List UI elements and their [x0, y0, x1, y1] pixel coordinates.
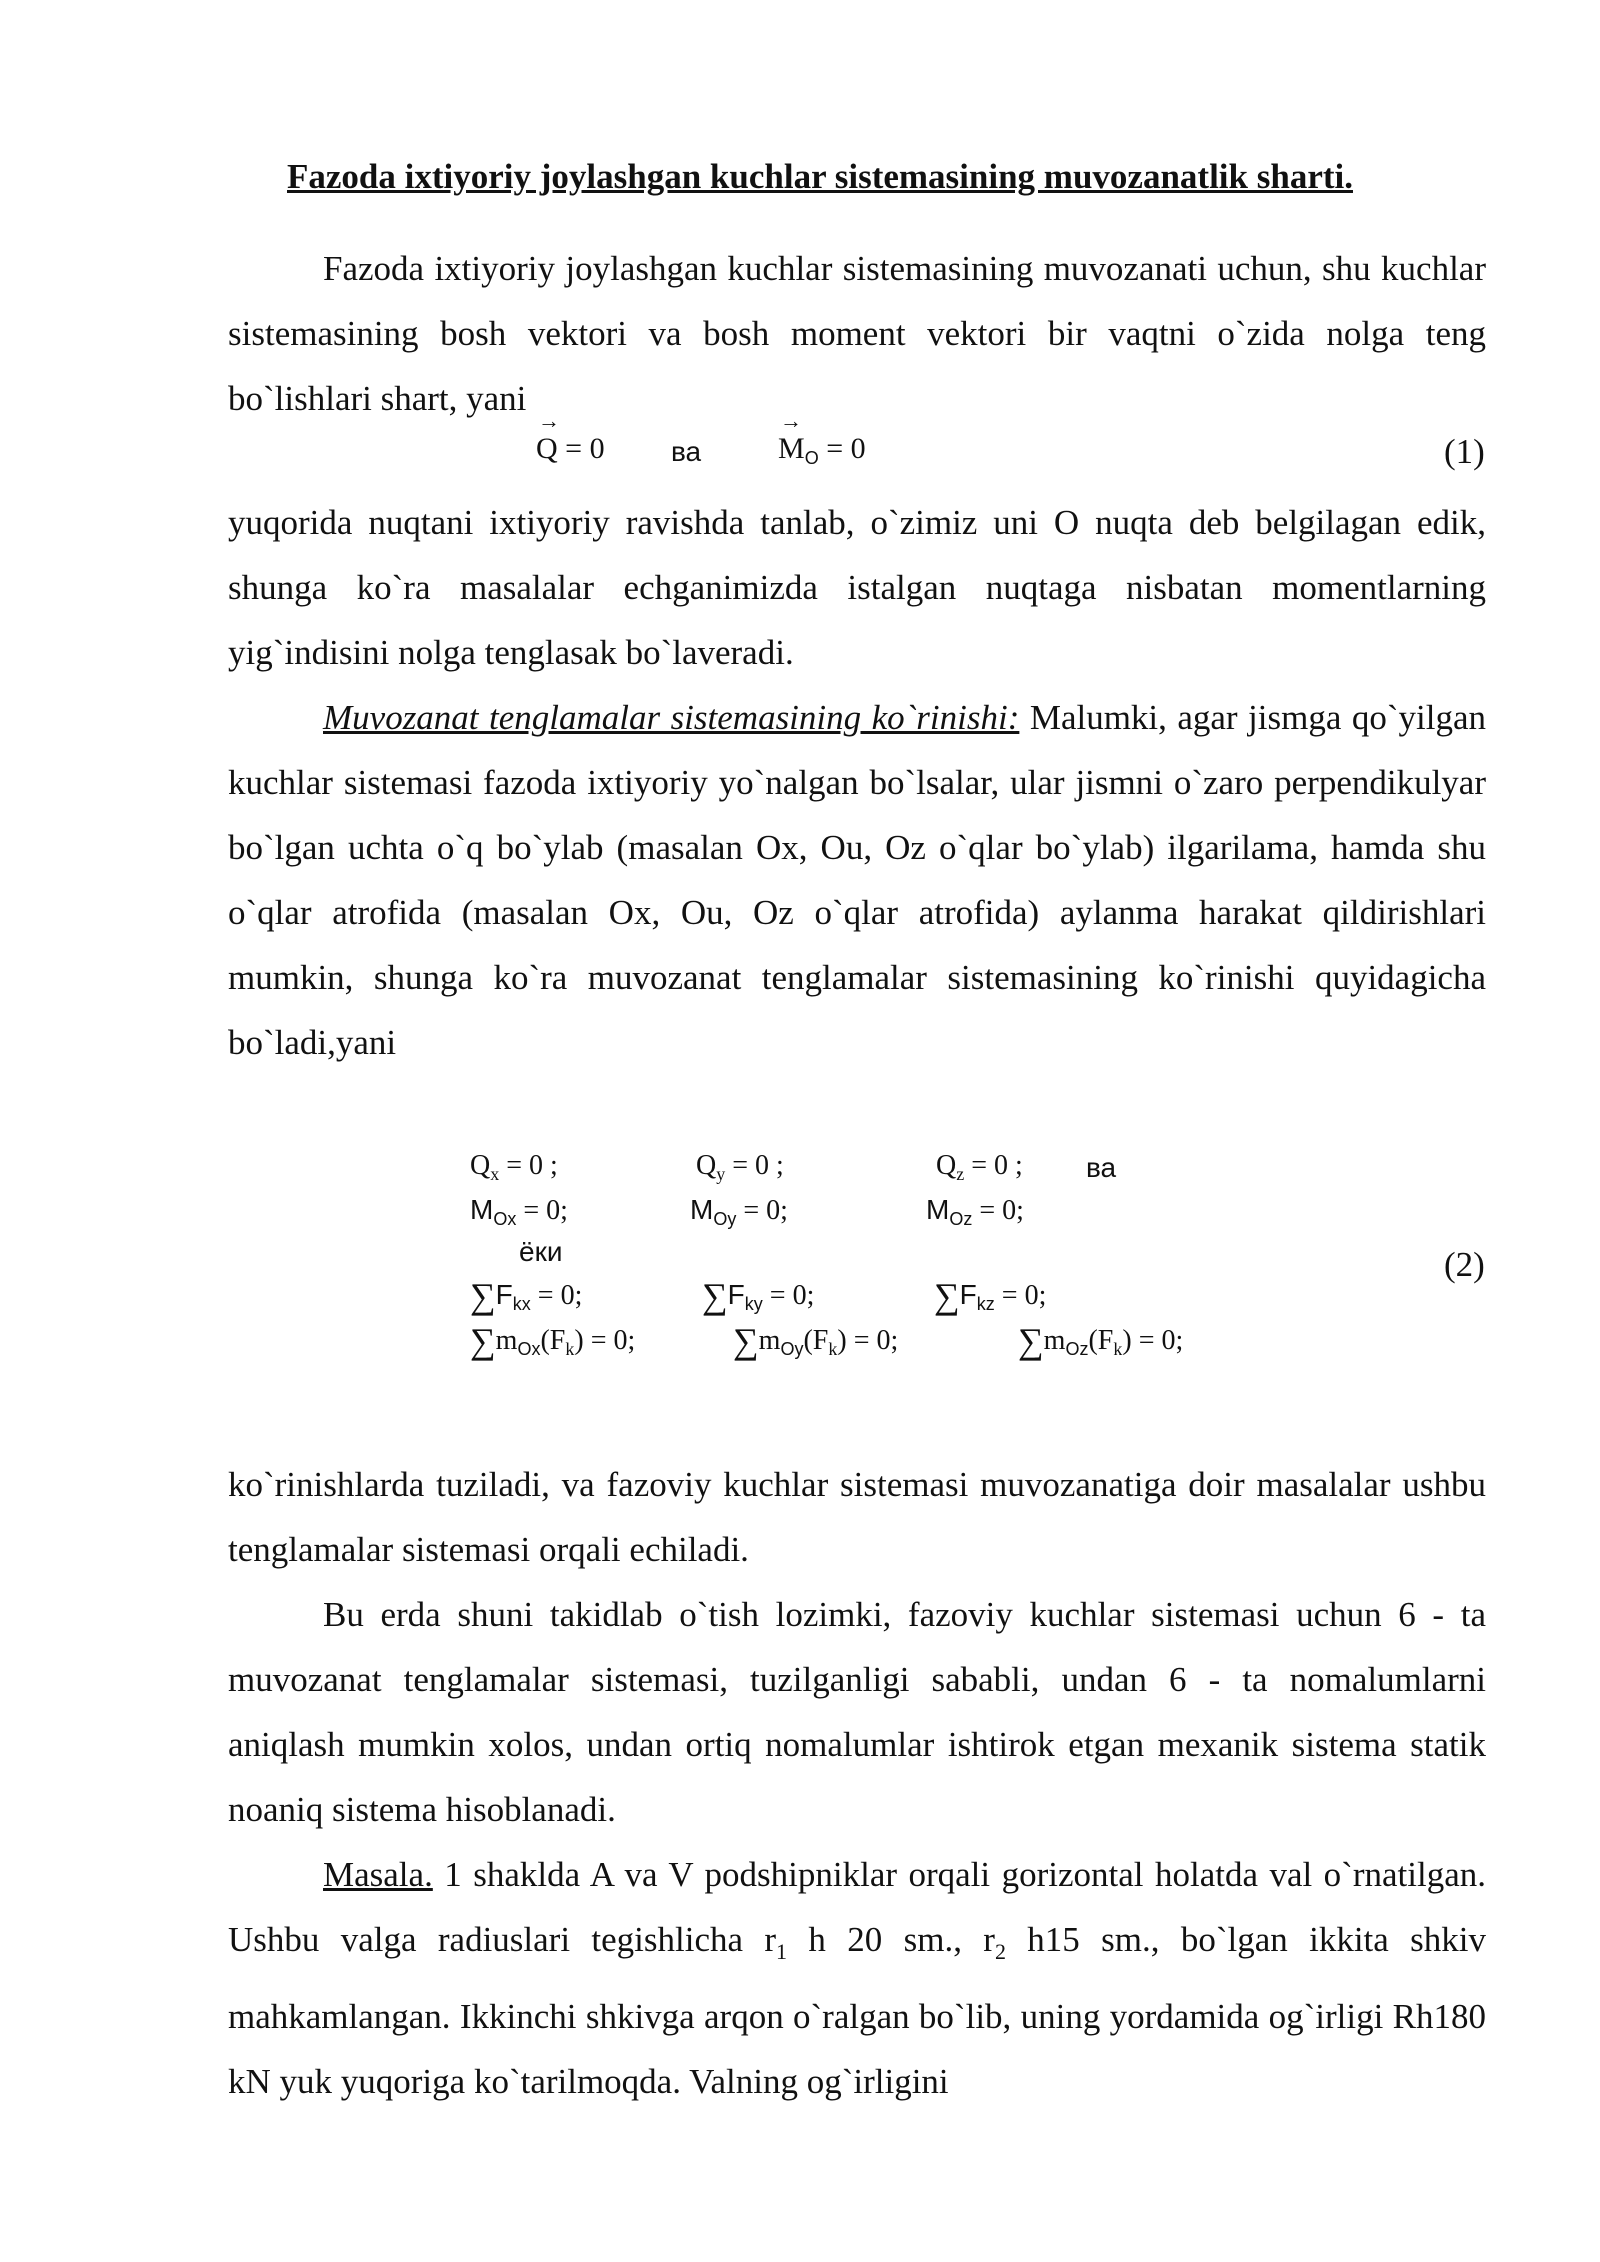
paragraph-point-choice: yuqorida nuqtani ixtiyoriy ravishda tanlab, o`zimiz uni O nuqta deb belgilagan edik, shunga ko`ra masalalar echganimizda istalgan nuqtaga nisbatan momentlarning yig`indisini nolga tenglasak bo`laveradi. — [228, 503, 1486, 672]
paragraph-equations-form: Muvozanat tenglamalar sistemasining ko`rinishi: Malumki, agar jismga qo`yilgan kuchlar sistemasi fazoda ixtiyoriy yo`nalgan bo`lsalar, ular jismni o`zaro perpendikulyar bo`lgan uchta o`q bo`ylab (masalan Ox, Ou, Oz o`qlar bo`ylab) ilgarilama, hamda shu o`qlar atrofida (masalan Ox, Ou, Oz o`qlar atrofida) aylanma harakat qildirishlari mumkin, shunga ko`ra muvozanat tenglamalar sistemasining ko`rinishi quyidagicha bo`ladi,yani — [228, 698, 1486, 1062]
eq2-mox: $M_{Ox} = 0$; — [470, 1194, 568, 1229]
eq2-sum-fky: $\sum F_{ky} = 0$; — [702, 1276, 815, 1316]
eq2-qy: $Q_y = 0$ ; — [696, 1150, 784, 1184]
eq1-conjunction: ва — [671, 436, 702, 467]
section-heading: Muvozanat tenglamalar sistemasining ko`rinishi: — [323, 698, 1020, 737]
problem-label: Masala. — [323, 1855, 433, 1894]
paragraph-problem: Masala. 1 shaklda A va V podshipniklar orqali gorizontal holatda val o`rnatilgan. Ushbu valga radiuslari tegishlicha $r_1$ h 20 sm., $r_2$ h15 sm., bo`lgan ikkita shkiv mahkamlangan. Ikkinchi shkivga arqon o`ralgan bo`lib, uning yordamida og`irligi Rh180 kN yuk yuqoriga ko`tarilmoqda. Valning og`irligini — [228, 1855, 1487, 2101]
eq2-or-word: ёки — [519, 1236, 563, 1267]
eq2-qx: $Q_x = 0$ ; — [470, 1150, 558, 1184]
document-title: Fazoda ixtiyoriy joylashgan kuchlar sistemasining muvozanatlik sharti. — [287, 157, 1353, 196]
equation-1 — [0, 432, 1600, 482]
eq1-right: → $M_O = 0$ — [778, 432, 866, 469]
paragraph-six-equations: Bu erda shuni takidlab o`tish lozimki, fazoviy kuchlar sistemasi uchun 6 - ta muvozanat tenglamalar sistemasi, tuzilganligi sababli, undan 6 - ta nomalumlarni aniqlash mumkin xolos, undan ortiq nomalumlar ishtirok etgan mexanik sistema statik noaniq sistema hisoblanadi. — [228, 1595, 1486, 1829]
eq2-number: (2) — [1444, 1245, 1485, 1284]
eq2-moz: $M_{Oz} = 0$; — [926, 1194, 1024, 1229]
eq2-sum-moz: $\sum m_{Oz}(F_k) = 0$; — [1018, 1321, 1184, 1361]
eq2-sum-fkx: $\sum F_{kx} = 0$; — [470, 1276, 583, 1316]
vector-arrow: → Q = 0 — [536, 432, 605, 466]
eq2-conjunction: ва — [1086, 1152, 1117, 1183]
eq2-sum-moy: $\sum m_{Oy}(F_k) = 0$; — [733, 1321, 899, 1361]
eq2-sum-mox: $\sum m_{Ox}(F_k) = 0$; — [470, 1321, 636, 1361]
eq1-left — [536, 432, 605, 466]
eq2-sum-fkz: $\sum F_{kz} = 0$; — [934, 1276, 1047, 1316]
vector-arrow: → M — [778, 432, 805, 466]
eq1-number: (1) — [1444, 432, 1485, 471]
eq2-qz: $Q_z = 0$ ; — [936, 1150, 1023, 1184]
paragraph-solution-method: ko`rinishlarda tuziladi, va fazoviy kuchlar sistemasi muvozanatiga doir masalalar ushbu tenglamalar sistemasi orqali echiladi. — [228, 1465, 1486, 1569]
eq2-moy: $M_{Oy} = 0$; — [690, 1194, 788, 1229]
paragraph-intro: Fazoda ixtiyoriy joylashgan kuchlar sistemasining muvozanati uchun, shu kuchlar sistemasining bosh vektori va bosh moment vektori bir vaqtni o`zida nolga teng bo`lishlari shart, yani — [228, 249, 1486, 418]
